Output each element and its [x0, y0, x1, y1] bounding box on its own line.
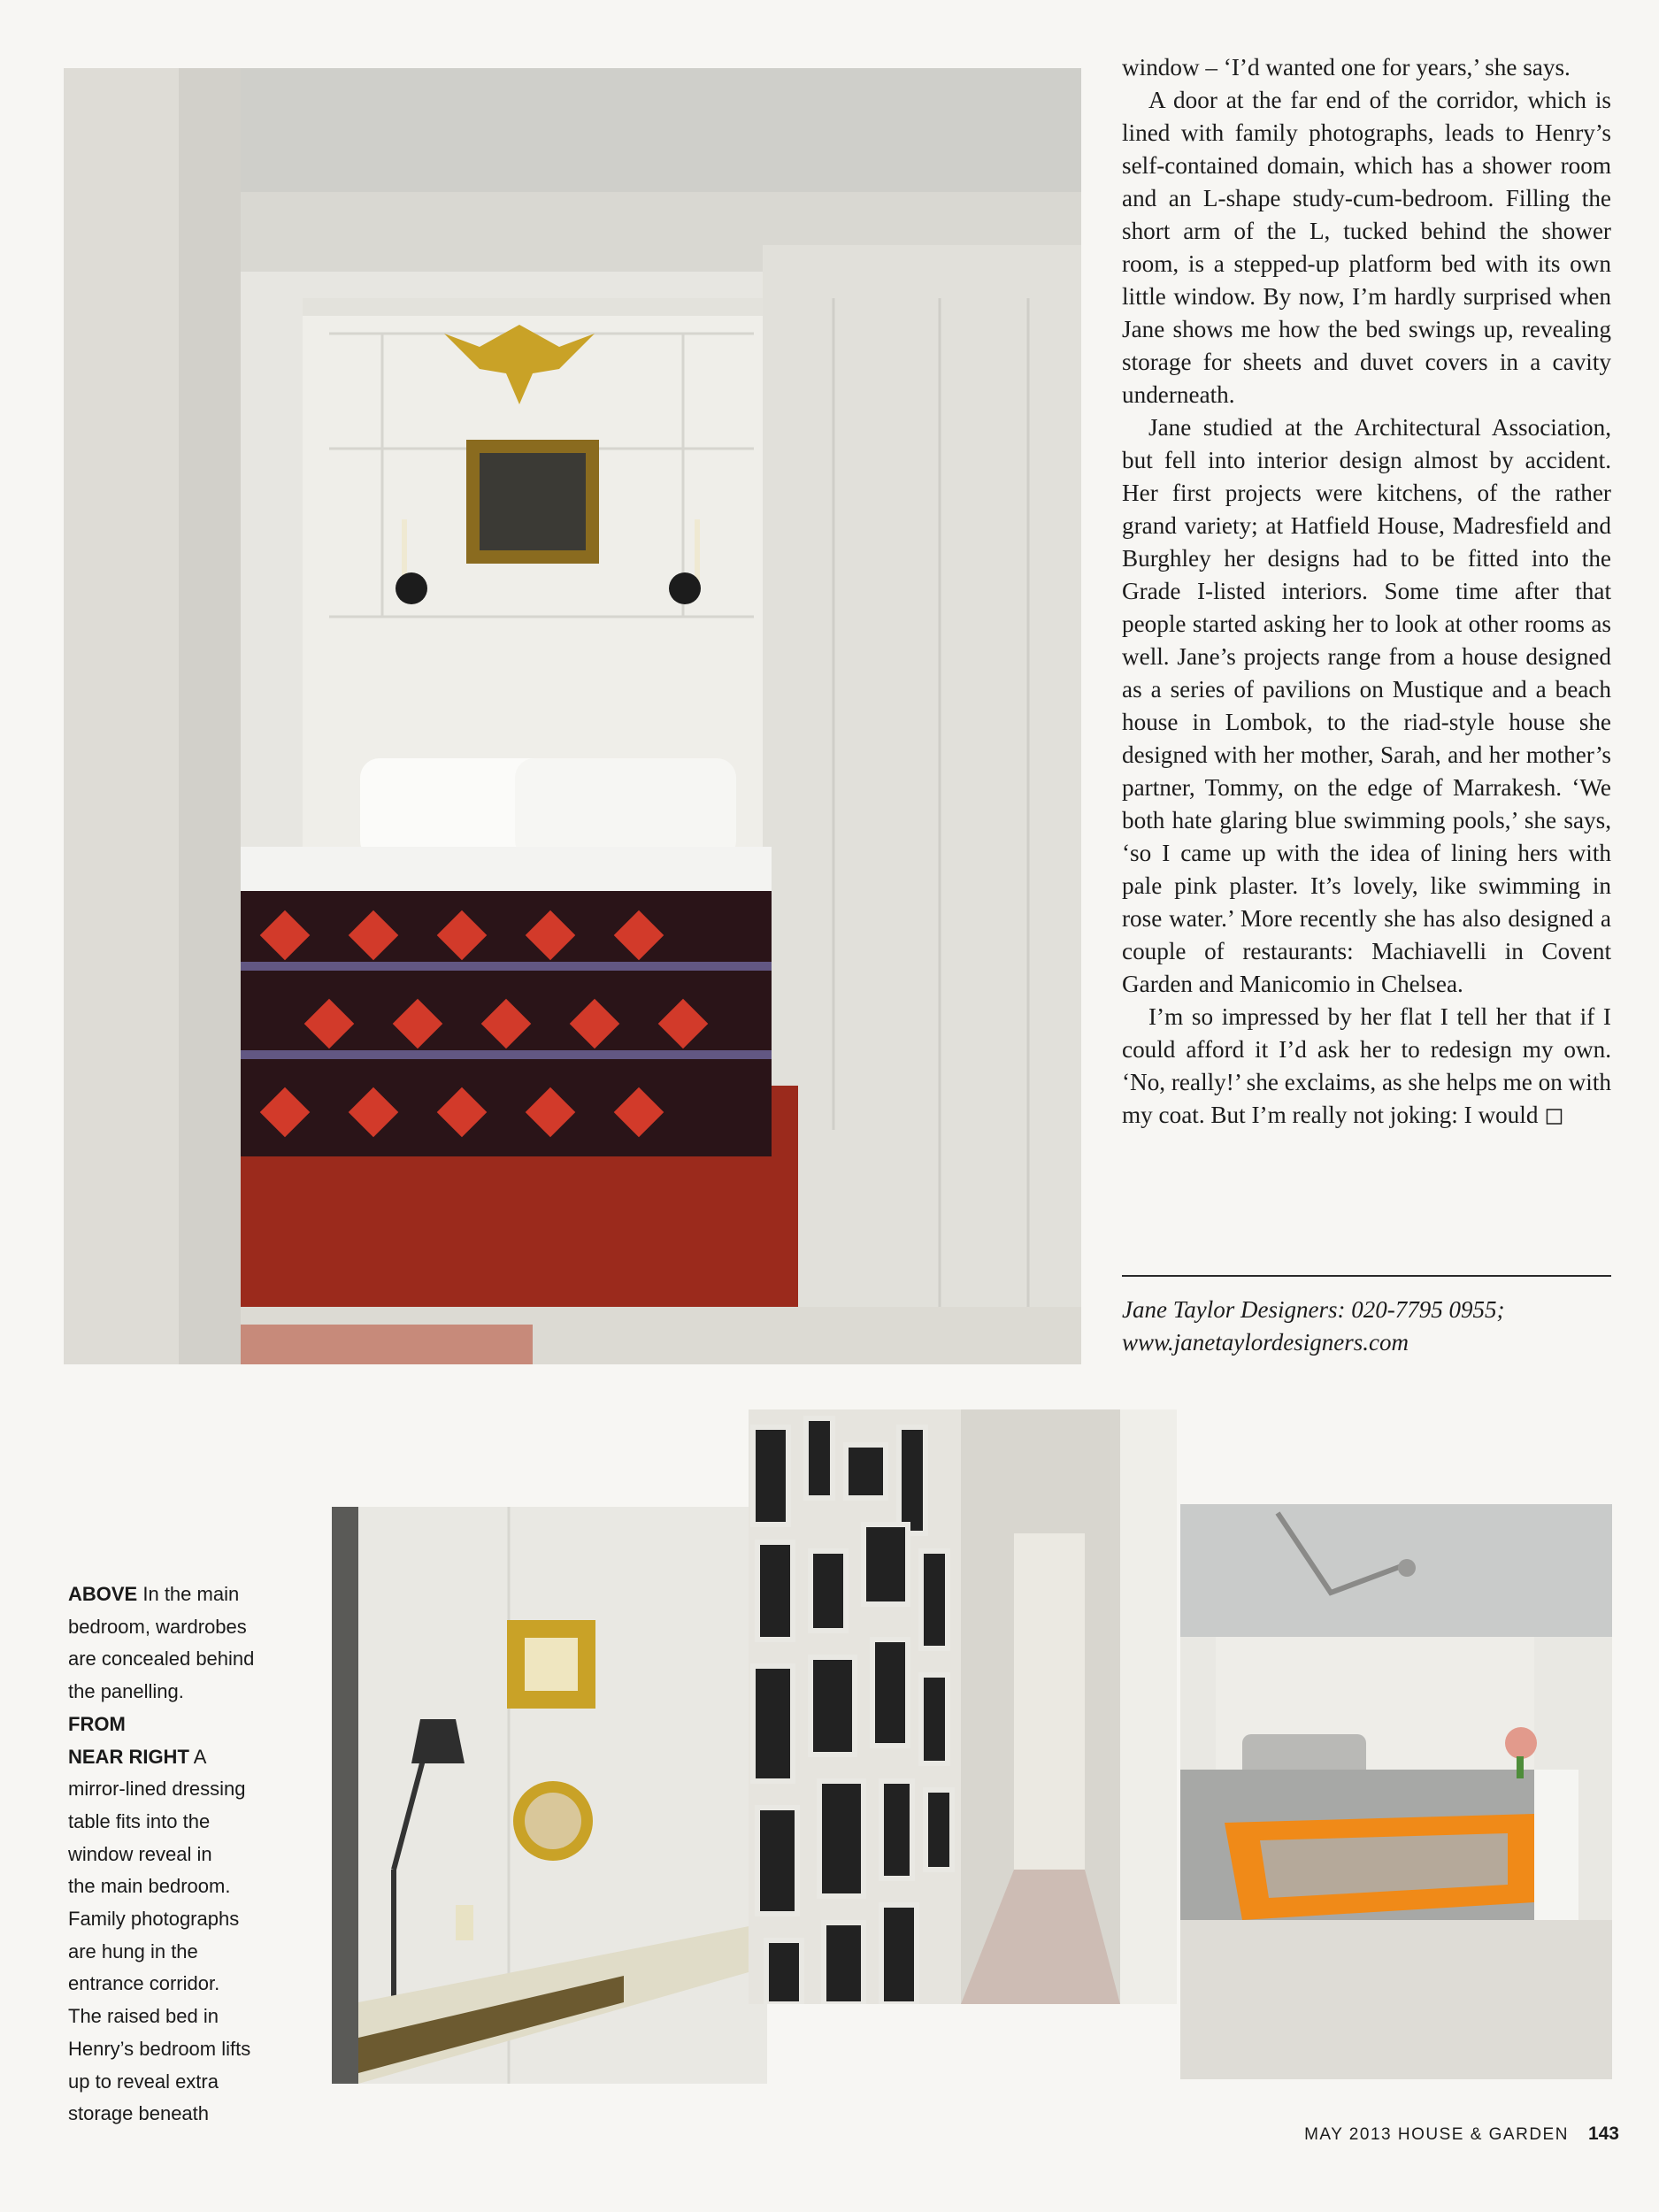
caption-text: Family photographs: [68, 1908, 240, 1931]
caption-line: [68, 1839, 298, 1871]
main-bedroom-photo: [64, 68, 1081, 1364]
caption-line: [68, 1870, 298, 1903]
page-footer: [1186, 2124, 1619, 2150]
credit-divider: [1122, 1275, 1611, 1277]
caption-text: window reveal in: [68, 1842, 212, 1865]
caption-line: [68, 2098, 298, 2131]
corridor-photo: [749, 1409, 1177, 2004]
caption-text: Henry’s bedroom lifts: [68, 2037, 251, 2060]
caption-text: A: [188, 1745, 207, 1768]
credit-website[interactable]: www.janetaylordesigners.com: [1122, 1329, 1409, 1356]
caption-line: [68, 1936, 298, 1969]
caption-line: [68, 2066, 298, 2099]
credit-phone: Jane Taylor Designers: 020-7795 0955;: [1122, 1296, 1505, 1323]
caption-text: the main bedroom.: [68, 1875, 231, 1898]
caption-line: [68, 1806, 298, 1839]
caption-line: [68, 1578, 298, 1611]
designer-credit: [1122, 1294, 1617, 1359]
caption-line: [68, 1611, 298, 1644]
caption-line: [68, 1709, 298, 1741]
dressing-table-photo: [332, 1507, 767, 2084]
photo-caption: [68, 1578, 298, 2131]
caption-text: up to reveal extra: [68, 2070, 219, 2093]
henry-bed-photo: [1180, 1504, 1612, 2079]
caption-text: mirror-lined dressing: [68, 1778, 246, 1801]
caption-line: [68, 1643, 298, 1676]
issue-label: MAY 2013 HOUSE & GARDEN: [1304, 2125, 1569, 2144]
caption-keyword: NEAR RIGHT: [68, 1745, 189, 1768]
caption-keyword: FROM: [68, 1712, 126, 1735]
page-number: 143: [1587, 2124, 1619, 2144]
article-paragraph: Jane studied at the Architectural Association, but fell into interior design almost by accident. Her first projects were kitchens, of the rather grand variety; at Hatfield House, Madresfield and Burghley her designs had to be fitted into the Grade I-listed interiors. Some time after that people started asking her to look at other rooms as well. Jane’s projects range from a house designed as a series of pavilions on Mustique and a beach house in Lombok, to the riad-style house she designed with her mother, Sarah, and her mother’s partner, Tommy, on the edge of Marrakesh. ‘We both hate glaring blue swimming pools,’ she says, ‘so I came up with the idea of lining hers with pale pink plaster. It’s lovely, like swimming in rose water.’ More recently she has also designed a couple of restaurants: Machiavelli in Covent Garden and Manicomio in Chelsea.: [1122, 414, 1611, 997]
caption-line: [68, 1773, 298, 1806]
caption-text: In the main: [137, 1583, 240, 1605]
article-paragraph: I’m so impressed by her flat I tell her that if I could afford it I’d ask her to redesign my own. ‘No, really!’ she exclaims, as she helps me on with my coat. But I’m really not joking: I would ◻: [1122, 1003, 1611, 1128]
caption-text: are concealed behind: [68, 1647, 255, 1671]
article-paragraph: window – ‘I’d wanted one for years,’ she says.: [1122, 54, 1571, 81]
caption-text: The raised bed in: [68, 2005, 219, 2028]
caption-keyword: ABOVE: [68, 1583, 138, 1605]
caption-text: are hung in the: [68, 1939, 198, 1962]
caption-line: [68, 1968, 298, 2001]
caption-line: [68, 2001, 298, 2033]
article-paragraph: A door at the far end of the corridor, which is lined with family photographs, leads to Henry’s self-contained domain, which has a shower room and an L-shape study-cum-bedroom. Filling the short arm of the L, tucked behind the shower room, is a stepped-up platform bed with its own little window. By now, I’m hardly surprised when Jane shows me how the bed swings up, revealing storage for sheets and duvet covers in a cavity underneath.: [1122, 87, 1611, 408]
caption-text: bedroom, wardrobes: [68, 1615, 247, 1638]
caption-line: [68, 1741, 298, 1774]
caption-text: storage beneath: [68, 2102, 210, 2125]
caption-text: entrance corridor.: [68, 1972, 220, 1995]
caption-line: [68, 2033, 298, 2066]
caption-line: [68, 1903, 298, 1936]
article-body: [1122, 51, 1611, 1132]
caption-text: table fits into the: [68, 1809, 211, 1832]
caption-line: [68, 1676, 298, 1709]
caption-text: the panelling.: [68, 1680, 184, 1703]
